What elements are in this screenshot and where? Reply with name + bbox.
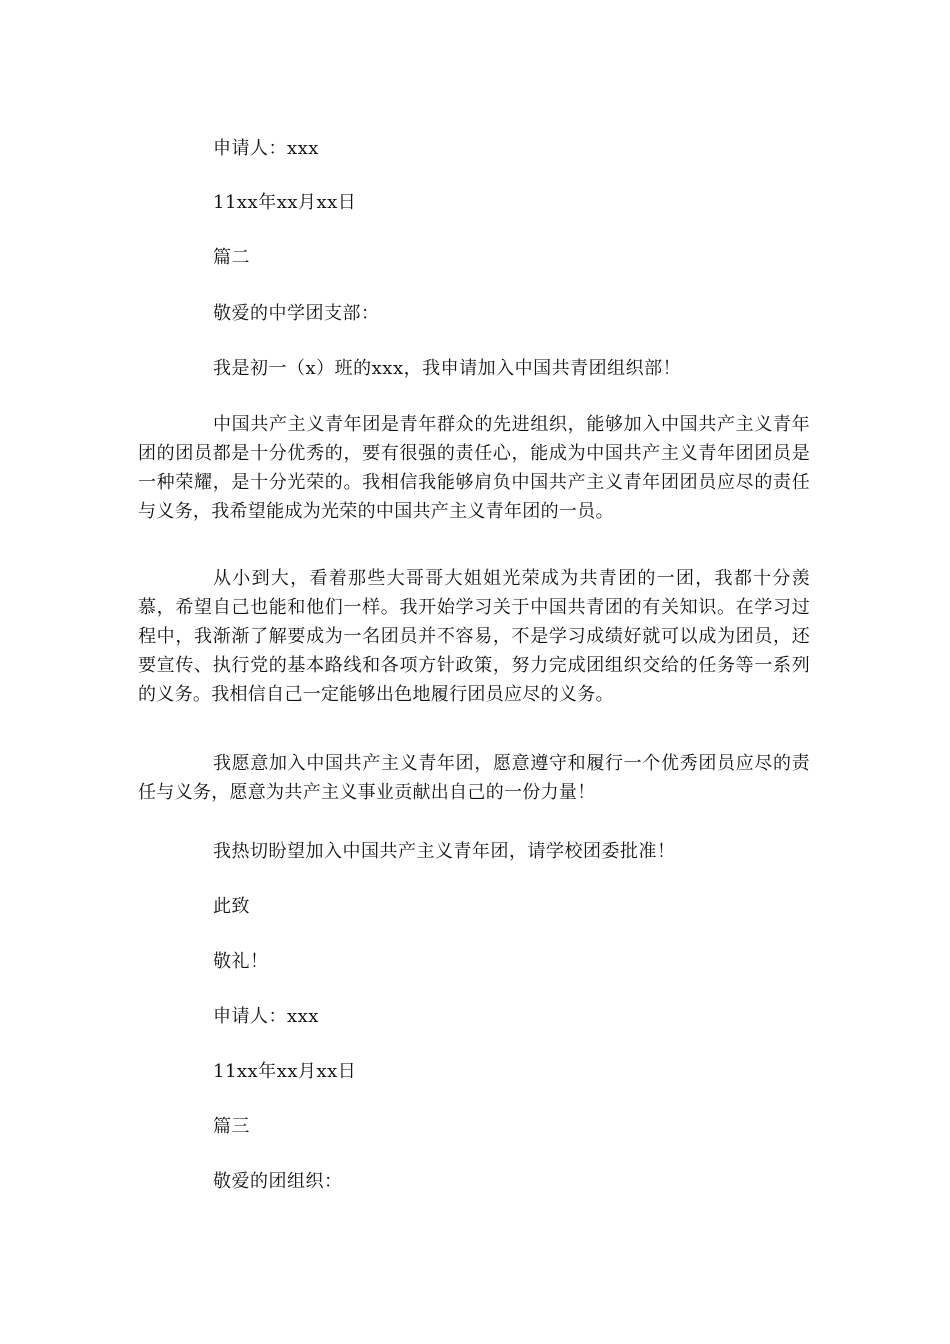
section-heading: 篇二: [213, 247, 250, 268]
salutation: 敬爱的团组织：: [213, 1171, 343, 1192]
applicant-line: 申请人：xxx: [213, 1006, 319, 1027]
closing-line: 此致: [213, 896, 250, 917]
paragraph: 我愿意加入中国共产主义青年团，愿意遵守和履行一个优秀团员应尽的责任与义务，愿意为共产主义事业贡献出自己的一份力量！: [138, 753, 810, 803]
intro-line: 我是初一（x）班的xxx，我申请加入中国共青团组织部！: [213, 358, 682, 379]
closing-request: 我热切盼望加入中国共产主义青年团，请学校团委批准！: [213, 841, 676, 862]
date-line: 11xx年xx月xx日: [213, 192, 357, 213]
applicant-line: 申请人：xxx: [213, 138, 319, 159]
closing-line: 敬礼！: [213, 951, 269, 972]
paragraph: 从小到大，看着那些大哥哥大姐姐光荣成为共青团的一团，我都十分羡慕，希望自己也能和他们一样。我开始学习关于中国共青团的有关知识。在学习过程中，我渐渐了解要成为一名团员并不容易，不是学习成绩好就可以成为团员，还要宣传、执行党的基本路线和各项方针政策，努力完成团组织交给的任务等一系列的义务。我相信自己一定能够出色地履行团员应尽的义务。: [138, 568, 810, 705]
section-heading: 篇三: [213, 1116, 250, 1137]
salutation: 敬爱的中学团支部：: [213, 303, 380, 324]
date-line: 11xx年xx月xx日: [213, 1061, 357, 1082]
paragraph: 中国共产主义青年团是青年群众的先进组织，能够加入中国共产主义青年团的团员都是十分优秀的，要有很强的责任心，能成为中国共产主义青年团团员是一种荣耀，是十分光荣的。我相信我能够肩负中国共产主义青年团团员应尽的责任与义务，我希望能成为光荣的中国共产主义青年团的一员。: [138, 414, 810, 522]
